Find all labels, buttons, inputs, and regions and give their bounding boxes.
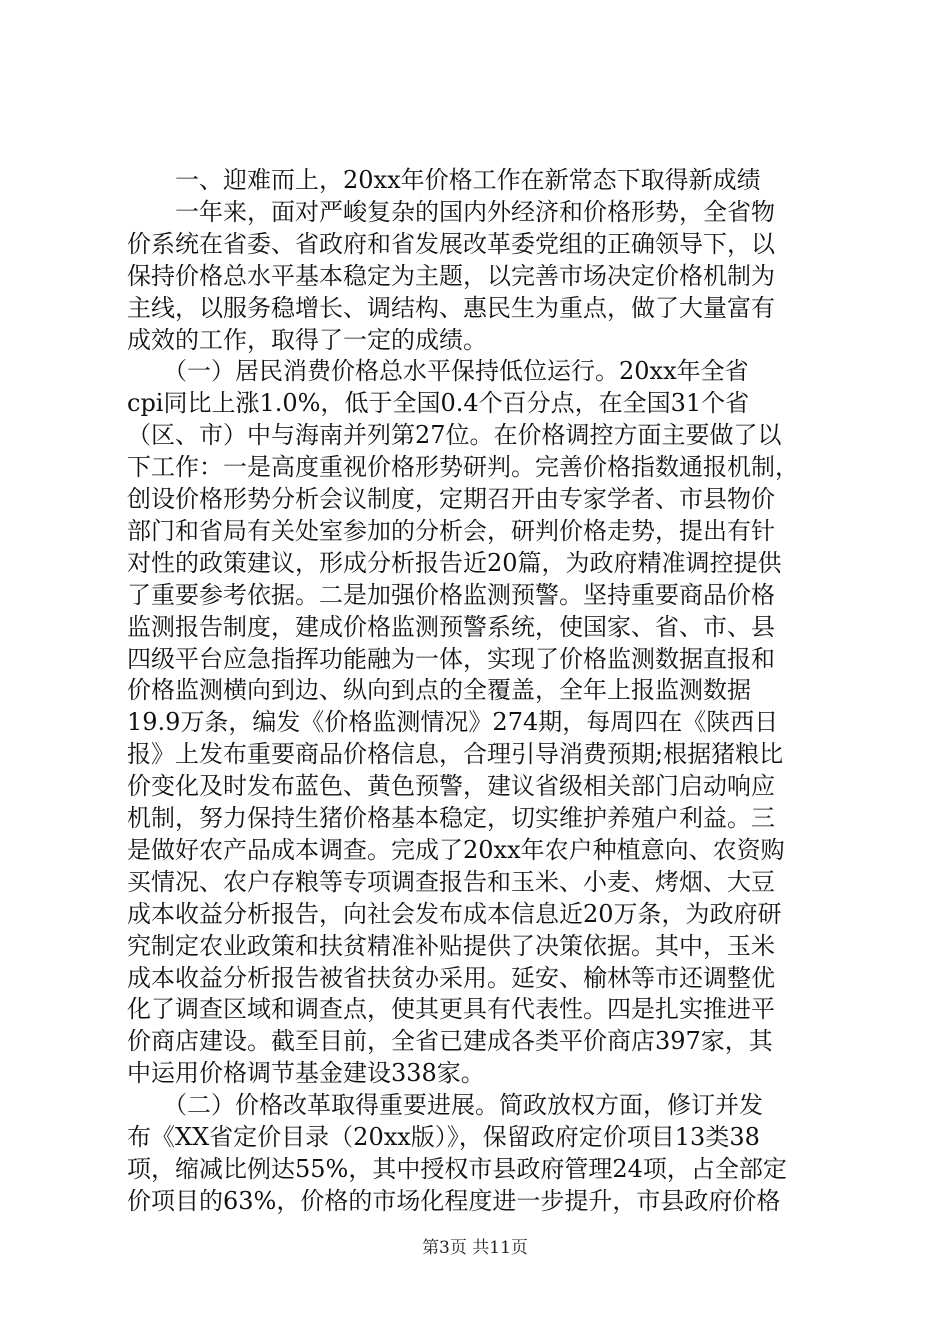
text-line: 价格监测横向到边、纵向到点的全覆盖，全年上报监测数据	[127, 676, 751, 705]
text-line: 是做好农产品成本调查。完成了20xx年农户种植意向、农资购	[127, 835, 785, 864]
text-line: 价变化及时发布蓝色、黄色预警，建议省级相关部门启动响应	[127, 772, 775, 801]
text-line: cpi同比上涨1.0%，低于全国0.4个百分点，在全国31个省	[127, 389, 750, 418]
text-line: 布《XX省定价目录（20xx版）》，保留政府定价项目13类38	[127, 1123, 760, 1151]
text-line: 一、迎难而上，20xx年价格工作在新常态下取得新成绩	[127, 166, 761, 194]
text-line: 对性的政策建议，形成分析报告近20篇，为政府精准调控提供	[127, 548, 782, 577]
text-line: 主线，以服务稳增长、调结构、惠民生为重点，做了大量富有	[127, 293, 775, 322]
text-line: （区、市）中与海南并列第27位。在价格调控方面主要做了以	[127, 421, 782, 450]
text-line: 一年来，面对严峻复杂的国内外经济和价格形势，全省物	[127, 197, 775, 226]
text-line: 部门和省局有关处室参加的分析会，研判价格走势，提出有针	[127, 516, 775, 545]
text-line: 价项目的63%，价格的市场化程度进一步提升，市县政府价格	[127, 1186, 781, 1215]
text-line: 化了调查区域和调查点，使其更具有代表性。四是扎实推进平	[127, 995, 775, 1024]
text-line: 项，缩减比例达55%，其中授权市县政府管理24项，占全部定	[127, 1154, 787, 1183]
text-line: 报》上发布重要商品价格信息，合理引导消费预期;根据猪粮比	[127, 740, 784, 769]
text-line: 价商店建设。截至目前，全省已建成各类平价商店397家，其	[127, 1027, 773, 1056]
text-line: 究制定农业政策和扶贫精准补贴提供了决策依据。其中，玉米	[127, 931, 775, 960]
text-line: 买情况、农户存粮等专项调查报告和玉米、小麦、烤烟、大豆	[127, 867, 775, 896]
text-line: 了重要参考依据。二是加强价格监测预警。坚持重要商品价格	[127, 580, 775, 609]
page-footer: 第3页 共11页	[422, 1238, 528, 1258]
text-line: 成效的工作，取得了一定的成绩。	[127, 325, 487, 354]
text-line: 中运用价格调节基金建设338家。	[127, 1059, 485, 1088]
text-line: 四级平台应急指挥功能融为一体，实现了价格监测数据直报和	[127, 644, 775, 673]
text-line: 创设价格形势分析会议制度，定期召开由专家学者、市县物价	[127, 485, 775, 513]
text-line: 监测报告制度，建成价格监测预警系统，使国家、省、市、县	[127, 612, 775, 641]
text-line: 价系统在省委、省政府和省发展改革委党组的正确领导下，以	[127, 229, 775, 258]
text-line: 保持价格总水平基本稳定为主题，以完善市场决定价格机制为	[127, 261, 775, 290]
text-line: （二）价格改革取得重要进展。简政放权方面，修订并发	[127, 1091, 763, 1120]
text-line: 成本收益分析报告，向社会发布成本信息近20万条，为政府研	[127, 899, 782, 928]
text-line: 下工作：一是高度重视价格形势研判。完善价格指数通报机制，	[127, 453, 799, 482]
text-line: 19.9万条，编发《价格监测情况》274期，每周四在《陕西日	[127, 708, 779, 737]
text-line: 成本收益分析报告被省扶贫办采用。延安、榆林等市还调整优	[127, 963, 775, 992]
text-line: （一）居民消费价格总水平保持低位运行。20xx年全省	[127, 357, 749, 386]
text-line: 机制，努力保持生猪价格基本稳定，切实维护养殖户利益。三	[127, 804, 775, 832]
